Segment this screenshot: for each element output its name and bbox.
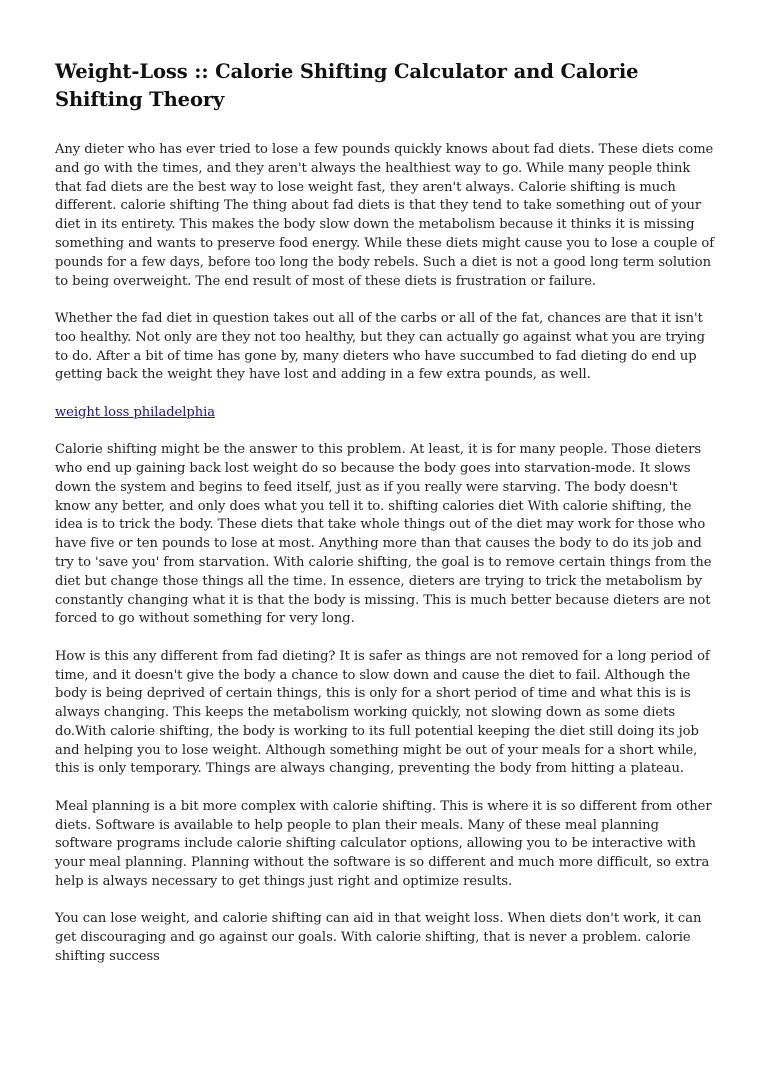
weight-loss-link[interactable]: weight loss philadelphia bbox=[55, 404, 215, 420]
paragraph-carbs-fat: Whether the fad diet in question takes out all of the carbs or all of the fat, chances are that it isn't too healthy. Not only are they not too healthy, but they can actually go against what you are trying to do. After a bit of time has gone by, many dieters who have succumbed to fad dieting do end up getting back the weight they have lost and adding in a few extra pounds, as well. bbox=[55, 310, 706, 383]
paragraph-difference: How is this any different from fad dieting? It is safer as things are not removed for a long period of time, and it doesn't give the body a chance to slow down and cause the diet to fail. Although the body is being deprived of certain things, this is only for a short period of time and what this is is always changing. This keeps the metabolism working quickly, not slowing down as some diets do.With calorie shifting, the body is working to its full potential keeping the diet still doing its job and helping you to lose weight. Although something might be out of your meals for a short while, this is only temporary. Things are always changing, preventing the body from hitting a plateau. bbox=[55, 648, 710, 777]
page-title: Weight-Loss :: Calorie Shifting Calculator and Calorie Shifting Theory bbox=[55, 60, 639, 111]
paragraph-conclusion: You can lose weight, and calorie shifting can aid in that weight loss. When diets don't work, it can get discouraging and go against our goals. With calorie shifting, that is never a problem. calorie shifting success bbox=[55, 911, 702, 965]
paragraph-meal-planning: Meal planning is a bit more complex with calorie shifting. This is where it is so different from other diets. Software is available to help people to plan their meals. Many of these meal planning software programs include calorie shifting calculator options, allowing you to be interactive with your meal planning. Planning without the software is so different and much more difficult, so extra help is always necessary to get things just right and optimize results. bbox=[55, 798, 712, 890]
paragraph-fad-diets: Any dieter who has ever tried to lose a few pounds quickly knows about fad diets. These diets come and go with the times, and they aren't always the healthiest way to go. While many people think that fad diets are the best way to lose weight fast, they aren't always. Calorie shifting is much different. calorie shifting The thing about fad diets is that they tend to take something out of your diet in its entirety. This makes the body slow down the metabolism because it thinks it is missing something and wants to preserve food energy. While these diets might cause you to lose a couple of pounds for a few days, before too long the body rebels. Such a diet is not a good long term solution to being overweight. The end result of most of these diets is frustration or failure. bbox=[55, 142, 715, 289]
paragraph-answer: Calorie shifting might be the answer to this problem. At least, it is for many people. Those dieters who end up gaining back lost weight do so because the body goes into starvation-mode. It slows down the system and begins to feed itself, just as if you really were starving. The body doesn't know any better, and only does what you tell it to. shifting calories diet With calorie shifting, the idea is to trick the body. These diets that take whole things out of the diet may work for those who have five or ten pounds to lose at most. Anything more than that causes the body to do its job and try to 'save you' from starvation. With calorie shifting, the goal is to remove certain things from the diet but change those things all the time. In essence, dieters are trying to trick the metabolism by constantly changing what it is that the body is missing. This is much better because dieters are not forced to go without something for very long. bbox=[55, 442, 712, 627]
link-paragraph bbox=[55, 404, 715, 423]
document-page bbox=[55, 58, 715, 985]
